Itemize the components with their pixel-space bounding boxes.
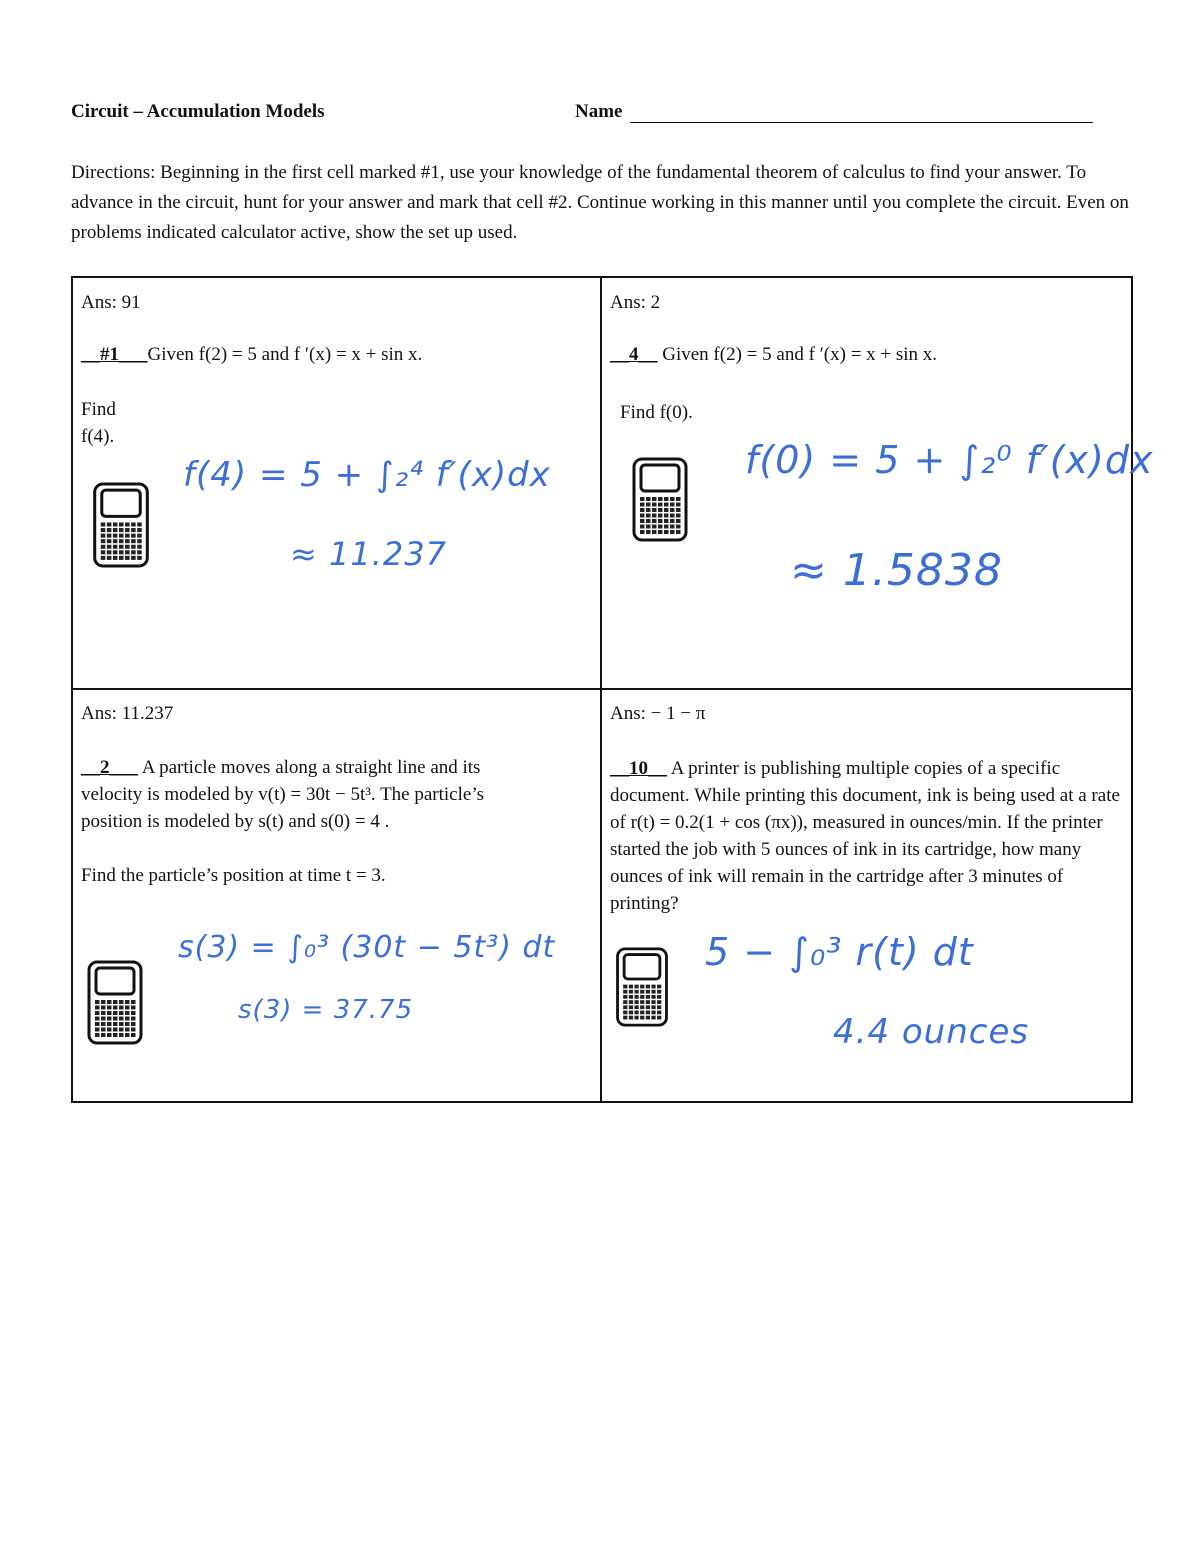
worksheet-title: Circuit – Accumulation Models — [71, 101, 325, 122]
name-label: Name — [575, 101, 623, 122]
problem-text: A printer is publishing multiple copies of a specific document. While printing this document, ink is being used at a rate of r(t) = 0.2(1 + cos (πx)), measured in ounces/min. If the printer started the job with 5 ounces of ink in its cartridge, how many ounces of ink will remain in the cartridge after 3 minutes of printing? — [610, 758, 1120, 914]
problem-statement — [610, 341, 937, 368]
handwritten-answer: 4.4 ounces — [833, 1012, 1030, 1052]
cell-number[interactable]: __#1___ — [81, 344, 148, 365]
problem-statement — [610, 755, 1122, 917]
answer-label: Ans: 2 — [610, 292, 661, 313]
problem-text: velocity is modeled by v(t) = 30t − 5t³. The particle’s — [81, 784, 484, 805]
handwritten-answer: ≈ 11.237 — [290, 535, 447, 573]
find-target: f(4). — [81, 426, 115, 447]
answer-label: Ans: 11.237 — [81, 703, 174, 724]
calculator-icon — [87, 960, 143, 1045]
find-label: Find the particle’s position at time t = 3. — [81, 865, 386, 886]
handwritten-setup: 5 − ∫₀³ r(t) dt — [705, 930, 974, 974]
handwritten-setup: f(0) = 5 + ∫₂⁰ f′(x)dx — [745, 438, 1154, 482]
answer-label: Ans: 91 — [81, 292, 141, 313]
problem-statement — [81, 341, 422, 368]
name-field[interactable] — [630, 122, 1093, 123]
directions: Directions: Beginning in the first cell marked #1, use your knowledge of the fundamental theorem of calculus to find your answer. To advance in the circuit, hunt for your answer and mark that cell #2. Continue working in this manner until you complete the circuit. Even on problems indicated calculator active, show the set up used. — [71, 162, 1129, 243]
calculator-icon — [92, 482, 150, 568]
answer-label: Ans: − 1 − π — [610, 703, 706, 724]
find-label: Find — [81, 399, 116, 420]
handwritten-answer: ≈ 1.5838 — [790, 545, 1003, 596]
divider — [71, 688, 1132, 690]
handwritten-setup: s(3) = ∫₀³ (30t − 5t³) dt — [178, 930, 556, 965]
problem-text: position is modeled by s(t) and s(0) = 4 . — [81, 811, 390, 832]
problem-text: Given f(2) = 5 and f ′(x) = x + sin x. — [662, 344, 938, 365]
handwritten-setup: f(4) = 5 + ∫₂⁴ f′(x)dx — [183, 455, 551, 495]
problem-text: Given f(2) = 5 and f ′(x) = x + sin x. — [147, 344, 423, 365]
cell-number[interactable]: __4__ — [610, 344, 658, 365]
handwritten-answer: s(3) = 37.75 — [238, 995, 414, 1025]
problem-text: A particle moves along a straight line and its — [141, 757, 481, 778]
calculator-icon — [615, 947, 669, 1027]
problem-statement — [81, 754, 480, 781]
cell-number[interactable]: __10__ — [610, 758, 667, 779]
cell-number[interactable]: __2___ — [81, 757, 138, 778]
find-label: Find f(0). — [620, 402, 693, 423]
calculator-icon — [632, 457, 688, 542]
